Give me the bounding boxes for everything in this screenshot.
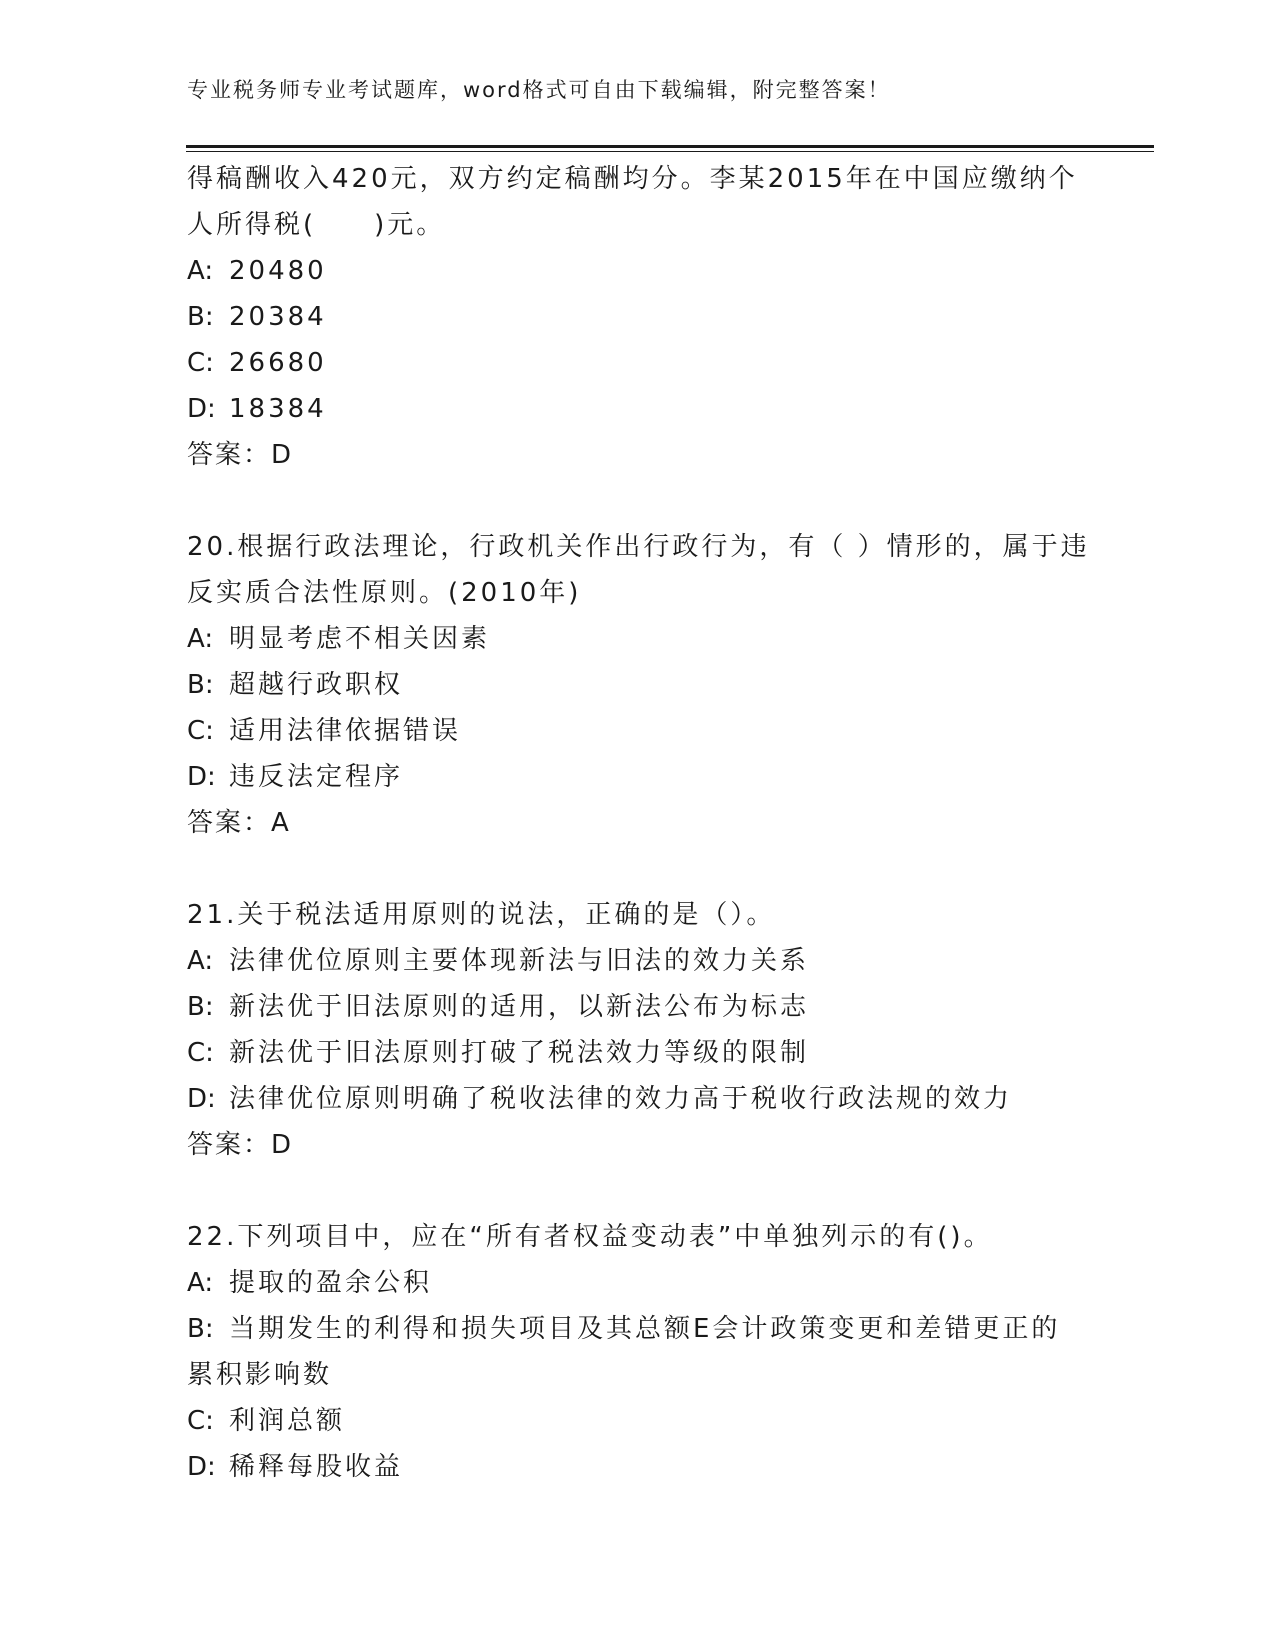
option-text: 新法优于旧法原则打破了税法效力等级的限制 xyxy=(229,1038,810,1068)
header-rule-thick xyxy=(186,145,1154,148)
question-text: 反实质合法性原则。(2010年) xyxy=(187,578,582,608)
header-rule-thin xyxy=(186,151,1154,152)
option-letter: D: xyxy=(187,394,216,424)
option-letter: C: xyxy=(187,1038,214,1068)
option-c xyxy=(187,340,1117,386)
option-letter: B: xyxy=(187,1314,214,1344)
answer-line: 答案：A xyxy=(187,808,291,838)
option-letter: A: xyxy=(187,1268,214,1298)
option-letter: C: xyxy=(187,716,214,746)
option-text: 利润总额 xyxy=(229,1406,346,1436)
option-b xyxy=(187,984,1117,1030)
answer-line: 答案：D xyxy=(187,1130,294,1160)
option-letter: A: xyxy=(187,946,214,976)
option-letter: C: xyxy=(187,1406,214,1436)
question-text: 22.下列项目中，应在“所有者权益变动表”中单独列示的有()。 xyxy=(187,1222,993,1252)
option-letter: B: xyxy=(187,670,214,700)
option-letter: D: xyxy=(187,1452,216,1482)
option-text: 违反法定程序 xyxy=(229,762,404,792)
option-c xyxy=(187,1398,1117,1444)
option-text: 累积影响数 xyxy=(187,1360,333,1390)
option-letter: B: xyxy=(187,302,214,332)
block-spacer xyxy=(187,1168,1117,1214)
option-letter: D: xyxy=(187,762,216,792)
option-d xyxy=(187,386,1117,432)
block-spacer xyxy=(187,846,1117,892)
option-c xyxy=(187,1030,1117,1076)
question-text: 20.根据行政法理论，行政机关作出行政行为，有（ ）情形的，属于违 xyxy=(187,532,1090,562)
option-text: 超越行政职权 xyxy=(229,670,404,700)
option-text: 明显考虑不相关因素 xyxy=(229,624,491,654)
question-text: 得稿酬收入420元，双方约定稿酬均分。李某2015年在中国应缴纳个 xyxy=(187,164,1078,194)
option-a xyxy=(187,938,1117,984)
option-d xyxy=(187,754,1117,800)
option-b xyxy=(187,662,1117,708)
option-text: 20480 xyxy=(229,256,327,286)
option-letter: A: xyxy=(187,624,214,654)
option-text: 18384 xyxy=(229,394,327,424)
option-text: 提取的盈余公积 xyxy=(229,1268,433,1298)
option-text: 20384 xyxy=(229,302,327,332)
question-block xyxy=(187,524,1117,846)
question-text: 人所得税( )元。 xyxy=(187,210,446,240)
option-text: 当期发生的利得和损失项目及其总额E会计政策变更和差错更正的 xyxy=(229,1314,1061,1344)
option-a xyxy=(187,248,1117,294)
option-text: 法律优位原则主要体现新法与旧法的效力关系 xyxy=(229,946,810,976)
question-text: 21.关于税法适用原则的说法，正确的是（）。 xyxy=(187,900,776,930)
page-header: 专业税务师专业考试题库，word格式可自由下载编辑，附完整答案！ xyxy=(187,78,891,102)
option-text: 适用法律依据错误 xyxy=(229,716,462,746)
question-block xyxy=(187,892,1117,1168)
option-letter: B: xyxy=(187,992,214,1022)
option-letter: C: xyxy=(187,348,214,378)
option-a xyxy=(187,616,1117,662)
option-b-continued xyxy=(187,1352,1117,1398)
option-text: 稀释每股收益 xyxy=(229,1452,404,1482)
option-b xyxy=(187,1306,1117,1352)
block-spacer xyxy=(187,478,1117,524)
option-text: 26680 xyxy=(229,348,327,378)
question-block xyxy=(187,1214,1117,1490)
option-a xyxy=(187,1260,1117,1306)
option-text: 法律优位原则明确了税收法律的效力高于税收行政法规的效力 xyxy=(229,1084,1013,1114)
answer-line: 答案：D xyxy=(187,440,294,470)
option-d xyxy=(187,1076,1117,1122)
option-text: 新法优于旧法原则的适用，以新法公布为标志 xyxy=(229,992,810,1022)
option-letter: D: xyxy=(187,1084,216,1114)
option-d xyxy=(187,1444,1117,1490)
option-b xyxy=(187,294,1117,340)
question-list xyxy=(187,156,1117,1490)
option-c xyxy=(187,708,1117,754)
option-letter: A: xyxy=(187,256,214,286)
question-block xyxy=(187,156,1117,478)
